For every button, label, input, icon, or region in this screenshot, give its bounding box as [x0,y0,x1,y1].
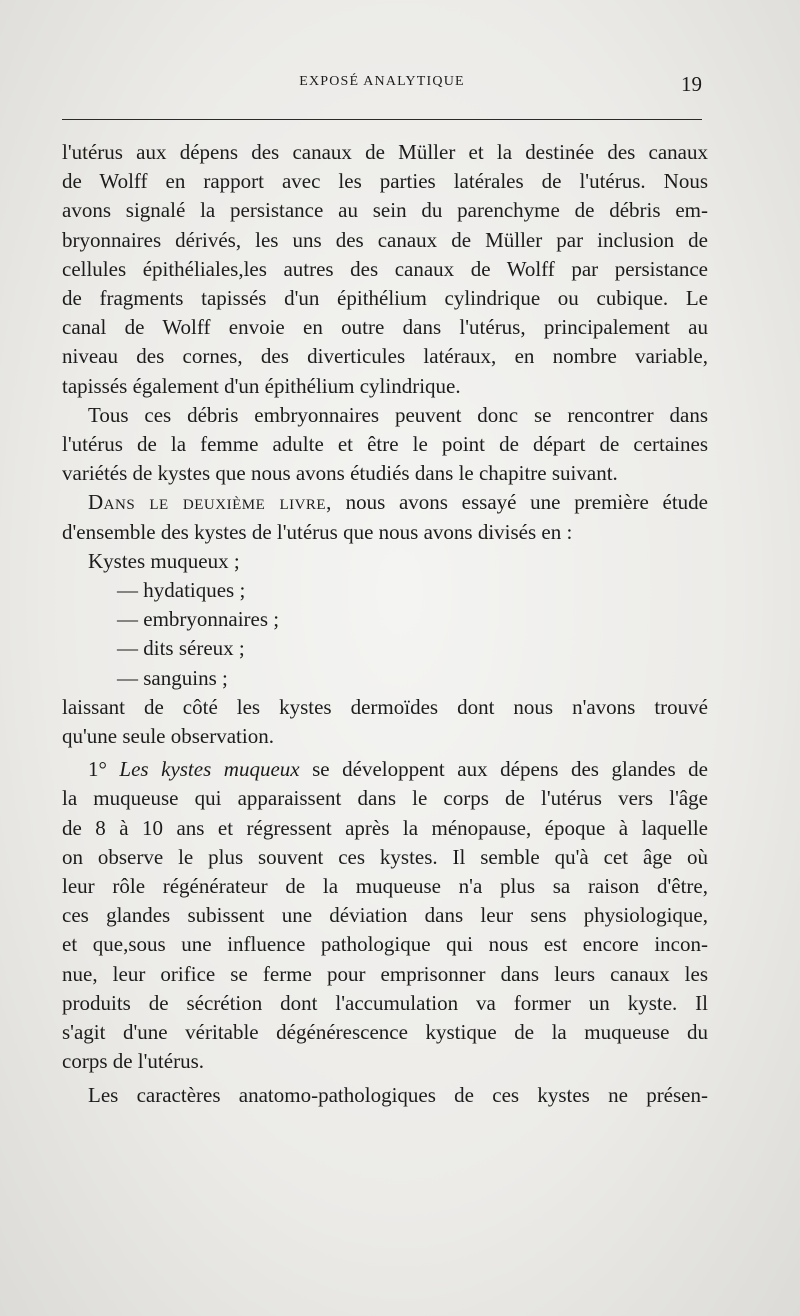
list-item: — embryonnaires ; [117,607,280,632]
page-number: 19 [681,72,702,96]
page-header [62,74,702,104]
text-line: variétés de kystes que nous avons étudiés dans le chapitre suivant. [62,461,618,486]
text-line: nue, leur orifice se ferme pour emprisonner dans leurs canaux les [62,961,708,986]
text-line: l'utérus aux dépens des canaux de Müller et la destinée des canaux [62,140,708,164]
text-line: corps de l'utérus. [62,1049,204,1074]
text-run: nous avons essayé une première étude [331,490,708,515]
text-line: canal de Wolff envoie en outre dans l'utérus, principalement au [62,315,708,340]
text-line: de 8 à 10 ans et régressent après la ménopause, époque à laquelle [62,815,708,840]
section-lead: Dans le deuxième livre, [88,490,332,515]
text-line: qu'une seule observation. [62,724,274,749]
paragraph-6 [62,1081,708,1110]
paragraph-5 [62,755,708,1076]
text-line [62,488,708,517]
text-line: produits de sécrétion dont l'accumulation va former un kyste. Il [62,990,708,1015]
text-line: Les caractères anatomo-pathologiques de ces kystes ne présen- [88,1082,708,1107]
list-head: Kystes muqueux ; [88,548,240,573]
text-line: laissant de côté les kystes dermoïdes dont nous n'avons trouvé [62,694,708,719]
text-line [62,755,708,784]
text-line: niveau des cornes, des diverticules latéraux, en nombre variable, [62,344,708,369]
list-item: — sanguins ; [117,665,228,690]
text-line: s'agit d'une véritable dégénérescence kystique de la muqueuse du [62,1020,708,1045]
paragraph-3 [62,488,708,546]
text-line: l'utérus de la femme adulte et être le point de départ de certaines [62,432,708,457]
text-line: ces glandes subissent une déviation dans leur sens physiologique, [62,903,708,928]
section-title: Les kystes muqueux [119,757,300,782]
paragraph-2 [62,401,708,489]
paragraph-1 [62,138,708,401]
text-line: d'ensemble des kystes de l'utérus que nous avons divisés en : [62,519,573,544]
text-line: leur rôle régénérateur de la muqueuse n'a plus sa raison d'être, [62,874,708,899]
text-line: de Wolff en rapport avec les parties latérales de l'utérus. Nous [62,169,708,194]
header-rule [62,119,702,120]
section-number: 1° [88,757,120,782]
text-line: de fragments tapissés d'un épithélium cylindrique ou cubique. Le [62,286,708,311]
text-line: la muqueuse qui apparaissent dans le corps de l'utérus vers l'âge [62,786,708,811]
body-text [62,138,708,1110]
text-line: tapissés également d'un épithélium cylindrique. [62,373,461,398]
kystes-list [62,547,708,693]
text-line: Tous ces débris embryonnaires peuvent donc se rencontrer dans [88,402,708,427]
text-run: se développent aux dépens des glandes de [299,757,708,782]
list-item: — dits séreux ; [117,636,245,661]
paragraph-4 [62,693,708,751]
list-item: — hydatiques ; [117,578,246,603]
text-line: avons signalé la persistance au sein du parenchyme de débris em- [62,198,708,223]
text-line: et que,sous une influence pathologique qui nous est encore incon- [62,932,708,957]
text-line: on observe le plus souvent ces kystes. Il semble qu'à cet âge où [62,844,708,869]
running-head: EXPOSÉ ANALYTIQUE [299,74,465,89]
text-line: cellules épithéliales,les autres des canaux de Wolff par persistance [62,256,708,281]
text-line: bryonnaires dérivés, les uns des canaux de Müller par inclusion de [62,227,708,252]
